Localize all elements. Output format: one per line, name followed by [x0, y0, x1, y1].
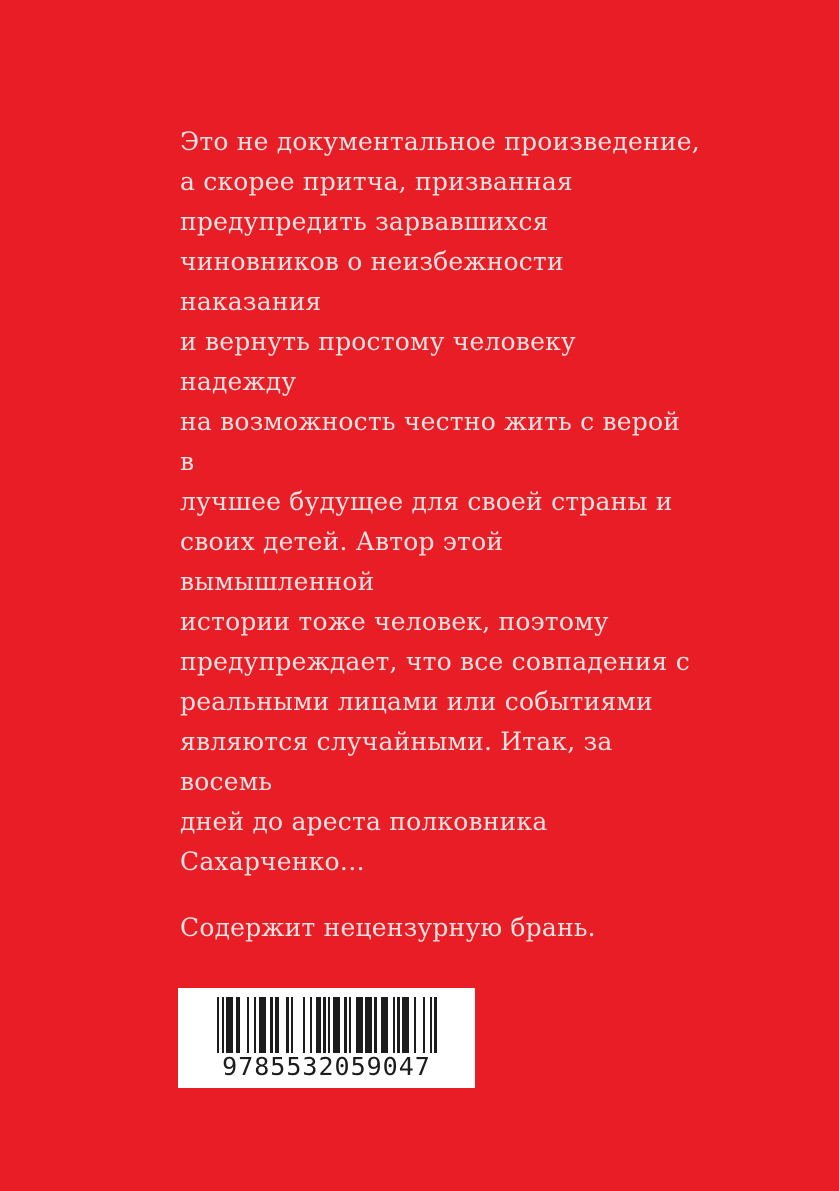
barcode-bar — [434, 997, 436, 1053]
annotation-line: реальными лицами или событиями — [180, 687, 653, 716]
annotation-line: чиновников о неизбежности наказания — [180, 247, 564, 316]
annotation-line: предупредить зарвавшихся — [180, 207, 549, 236]
annotation-line: на возможность честно жить с верой в — [180, 407, 681, 476]
annotation-line: дней до ареста полковника — [180, 807, 548, 836]
annotation-line: Сахарченко… — [180, 847, 365, 876]
annotation-line: лучшее будущее для своей страны и — [180, 487, 673, 516]
annotation-block — [180, 122, 700, 948]
annotation-line: Это не документальное произведение, — [180, 127, 700, 156]
isbn-number: 9785532059047 — [222, 1052, 431, 1081]
annotation-line: а скорее притча, призванная — [180, 167, 573, 196]
barcode — [178, 988, 475, 1088]
annotation-line: своих детей. Автор этой вымышленной — [180, 527, 504, 596]
annotation-paragraph — [180, 122, 700, 882]
annotation-line: являются случайными. Итак, за восемь — [180, 727, 613, 796]
annotation-line: и вернуть простому человеку надежду — [180, 327, 576, 396]
barcode-bars — [217, 997, 436, 1053]
annotation-line: предупреждает, что все совпадения с — [180, 647, 690, 676]
content-warning-text: Содержит нецензурную брань. — [180, 913, 596, 942]
annotation-line: истории тоже человек, поэтому — [180, 607, 609, 636]
